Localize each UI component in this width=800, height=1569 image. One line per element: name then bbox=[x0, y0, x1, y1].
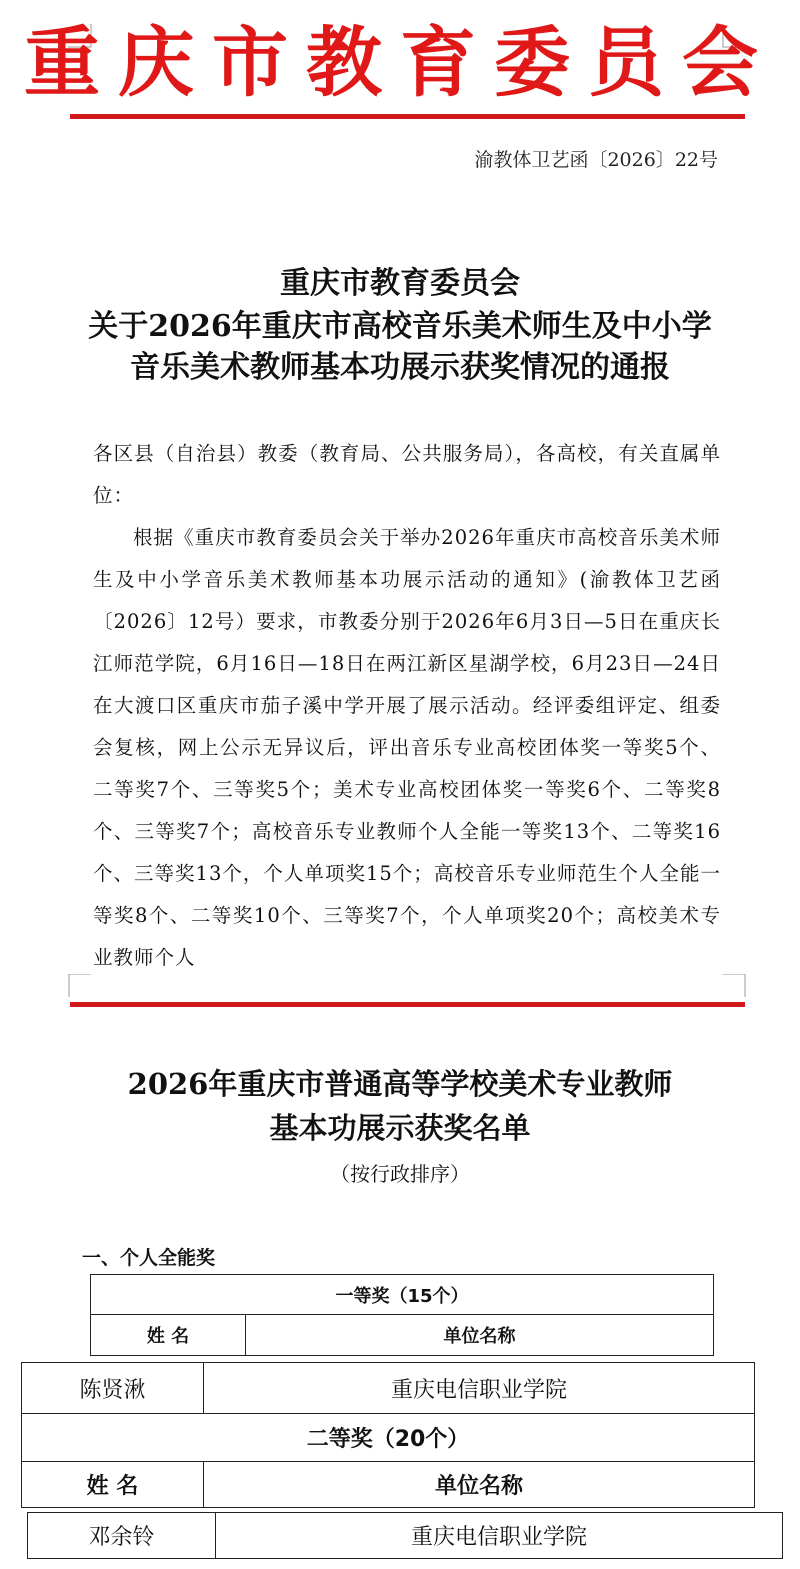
award-table-enlarged bbox=[21, 1362, 755, 1508]
crop-mark-bottom-left bbox=[68, 974, 92, 998]
first-prize-header-table bbox=[90, 1274, 714, 1356]
first-prize-col-name: 姓 名 bbox=[91, 1315, 246, 1356]
table-row bbox=[22, 1363, 755, 1414]
page-bottom-red-rule bbox=[70, 1002, 745, 1007]
first-prize-col-unit: 单位名称 bbox=[246, 1315, 714, 1356]
award-list-title-line-2: 基本功展示获奖名单 bbox=[269, 1111, 531, 1145]
second-prize-winner-unit: 重庆电信职业学院 bbox=[216, 1513, 783, 1559]
first-prize-winner-unit: 重庆电信职业学院 bbox=[204, 1363, 755, 1414]
second-prize-heading: 二等奖（20个） bbox=[22, 1414, 755, 1462]
letterhead-org-name: 重庆市教育委员会 bbox=[24, 18, 776, 107]
notice-title-line-3: 音乐美术教师基本功展示获奖情况的通报 bbox=[130, 350, 670, 385]
notice-title-line-1: 重庆市教育委员会 bbox=[280, 266, 520, 301]
award-list-title-line-1: 2026年重庆市普通高等学校美术专业教师 bbox=[127, 1067, 673, 1101]
crop-mark-bottom-right bbox=[722, 974, 746, 998]
second-prize-col-name: 姓 名 bbox=[22, 1462, 204, 1508]
notice-salutation: 各区县（自治县）教委（教育局、公共服务局），各高校，有关直属单位： bbox=[93, 442, 721, 507]
notice-body-paragraph: 根据《重庆市教育委员会关于举办2026年重庆市高校音乐美术师生及中小学音乐美术教师基本功展示活动的通知》(渝教体卫艺函〔2026〕12号）要求，市教委分别于2026年6月3日—5日在重庆长江师范学院，6月16日—18日在两江新区星湖学校，6月23日—24日在大渡口区重庆市茄子溪中学开展了展示活动。经评委组评定、组委会复核，网上公示无异议后，评出音乐专业高校团体奖一等奖5个、二等奖7个、三等奖5个；美术专业高校团体奖一等奖6个、二等奖8个、三等奖7个；高校音乐专业教师个人全能一等奖13个、二等奖16个、三等奖13个，个人单项奖15个；高校音乐专业师范生个人全能一等奖8个、二等奖10个、三等奖7个，个人单项奖20个；高校美术专业教师个人 bbox=[93, 526, 721, 969]
second-prize-col-unit: 单位名称 bbox=[204, 1462, 755, 1508]
first-prize-winner-name: 陈贤湫 bbox=[22, 1363, 204, 1414]
table-row bbox=[28, 1513, 783, 1559]
notice-title-line-2: 关于2026年重庆市高校音乐美术师生及中小学 bbox=[88, 309, 712, 344]
section-heading-all-round-award: 一、个人全能奖 bbox=[82, 1247, 216, 1269]
first-prize-heading: 一等奖（15个） bbox=[91, 1275, 714, 1315]
letterhead-red-rule bbox=[70, 114, 745, 119]
second-prize-winner-name: 邓余铃 bbox=[28, 1513, 216, 1559]
second-prize-rows-table bbox=[27, 1512, 783, 1559]
document-number: 渝教体卫艺函〔2026〕22号 bbox=[474, 149, 718, 171]
award-list-subtitle: （按行政排序） bbox=[330, 1162, 470, 1186]
